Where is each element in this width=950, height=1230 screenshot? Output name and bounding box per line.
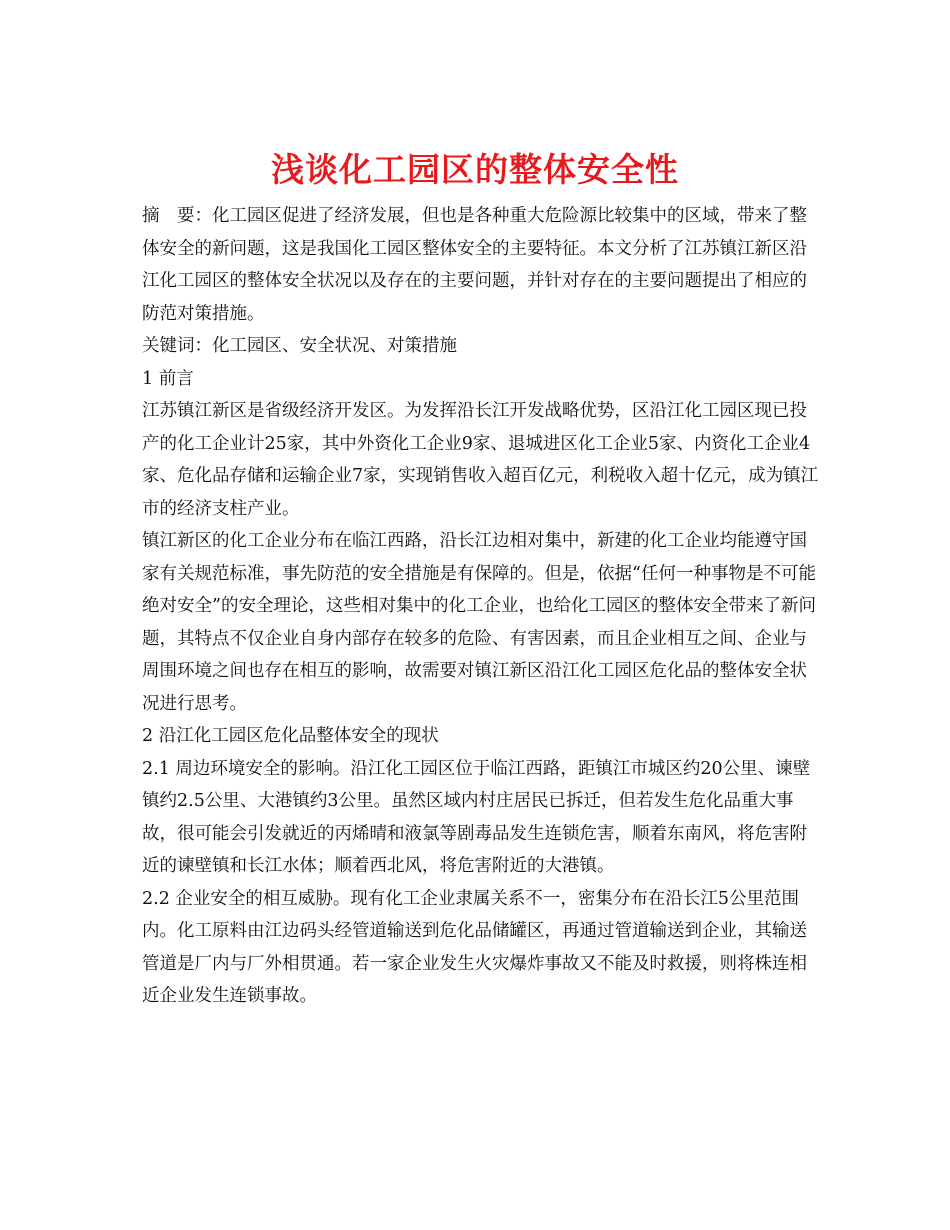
section-heading-status: 2 沿江化工园区危化品整体安全的现状 — [142, 726, 439, 746]
document-body — [142, 200, 822, 1013]
abstract-paragraph: 摘 要：化工园区促进了经济发展，但也是各种重大危险源比较集中的区域，带来了整体安全的新问题，这是我国化工园区整体安全的主要特征。本文分析了江苏镇江新区沿江化工园区的整体安全状况以及存在的主要问题，并针对存在的主要问题提出了相应的防范对策措施。 — [142, 206, 807, 324]
body-paragraph: 2.2 企业安全的相互威胁。现有化工企业隶属关系不一，密集分布在沿长江5公里范围内。化工原料由江边码头经管道输送到危化品储罐区，再通过管道输送到企业，其输送管道是厂内与厂外相贯通。若一家企业发生火灾爆炸事故又不能及时救援，则将株连相近企业发生连锁事故。 — [142, 888, 807, 1006]
body-paragraph: 江苏镇江新区是省级经济开发区。为发挥沿长江开发战略优势，区沿江化工园区现已投产的化工企业计25家，其中外资化工企业9家、退城进区化工企业5家、内资化工企业4家、危化品存储和运输企业7家，实现销售收入超百亿元，利税收入超十亿元，成为镇江市的经济支柱产业。 — [142, 401, 819, 519]
body-paragraph: 2.1 周边环境安全的影响。沿江化工园区位于临江西路，距镇江市城区约20公里、谏壁镇约2.5公里、大港镇约3公里。虽然区域内村庄居民已拆迁，但若发生危化品重大事故，很可能会引发就近的丙烯晴和液氯等剧毒品发生连锁危害，顺着东南风，将危害附近的谏壁镇和长江水体；顺着西北风，将危害附近的大港镇。 — [142, 758, 811, 876]
body-paragraph: 镇江新区的化工企业分布在临江西路，沿长江边相对集中，新建的化工企业均能遵守国家有关规范标准，事先防范的安全措施是有保障的。但是，依据“任何一种事物是不可能绝对安全”的安全理论，这些相对集中的化工企业，也给化工园区的整体安全带来了新问题，其特点不仅企业自身内部存在较多的危险、有害因素，而且企业相互之间、企业与周围环境之间也存在相互的影响，故需要对镇江新区沿江化工园区危化品的整体安全状况进行思考。 — [142, 531, 816, 714]
document-title: 浅谈化工园区的整体安全性 — [271, 150, 679, 190]
keywords-paragraph: 关键词：化工园区、安全状况、对策措施 — [142, 336, 457, 356]
section-heading-intro: 1 前言 — [142, 368, 194, 389]
